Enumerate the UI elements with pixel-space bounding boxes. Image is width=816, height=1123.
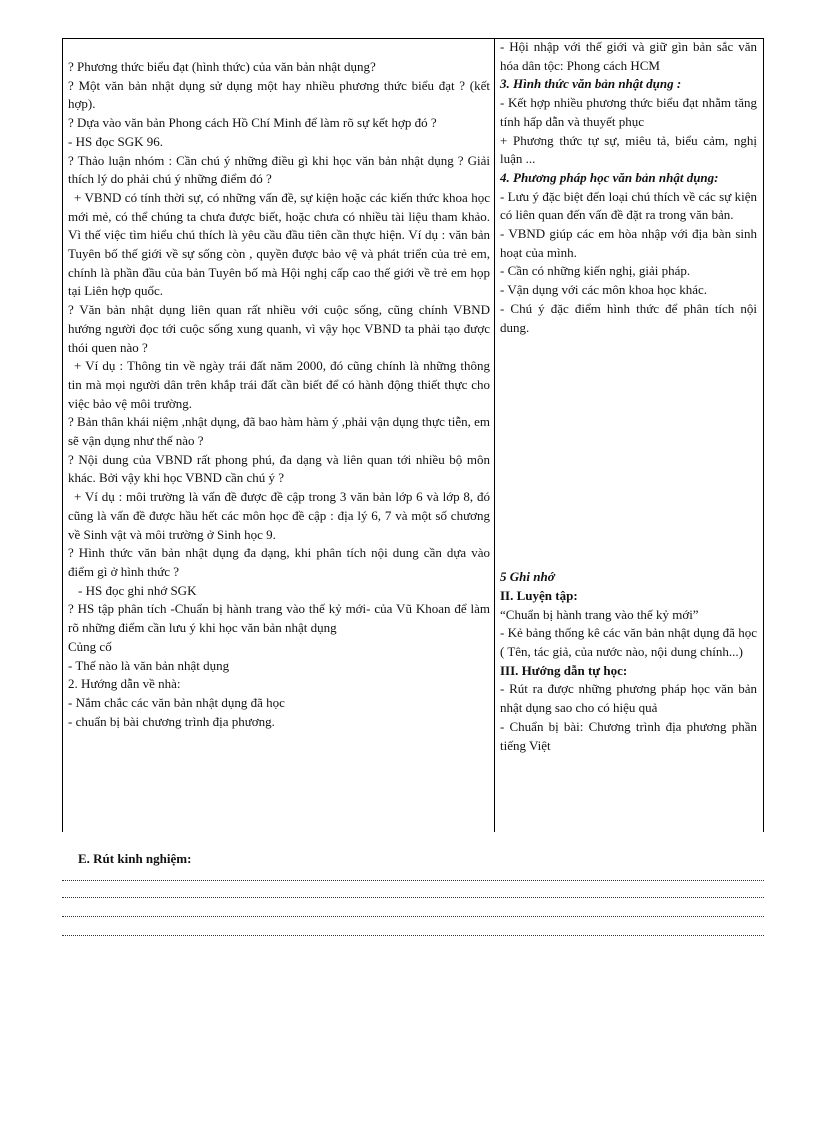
right-para: - Chú ý đặc điểm hình thức để phân tích nội dung. — [500, 300, 757, 335]
right-para: - Chuẩn bị bài: Chương trình địa phương phần tiếng Việt — [500, 718, 757, 753]
left-para: + VBND có tính thời sự, có những vấn đề, sự kiện hoặc các kiến thức khoa học mới mẻ, có thể chúng ta chưa được biết, hoặc chưa có nhiều tài liệu tham khảo. Vì thế việc tìm hiểu chú thích là yêu cầu đầu tiên cần thực hiện. Ví dụ : văn bản Tuyên bố thế giới về sự sống còn , quyền được bảo vệ và phát triển của trẻ em, chính là phần đầu của bản Tuyên bố mà Hội nghị cấp cao thế giới về trẻ em họp tại Liên hợp quốc. — [68, 189, 490, 299]
table-left-border — [62, 38, 63, 832]
dotted-line — [62, 916, 764, 917]
lesson-table — [62, 38, 764, 832]
left-para: + Ví dụ : môi trường là vấn đề được đề cập trong 3 văn bản lớp 6 và lớp 8, đó cũng là vấn đề được hầu hết các môn học đề cập : địa lý 6, 7 và một số chương về Sinh vật và môi trường ở Sinh học 9. — [68, 489, 490, 542]
table-right-border — [763, 38, 764, 832]
right-para: - Cần có những kiến nghị, giải pháp. — [500, 263, 691, 279]
dotted-line — [62, 897, 764, 898]
dotted-line — [62, 880, 764, 881]
right-para: - Kẻ bảng thống kê các văn bản nhật dụng đã học ( Tên, tác giả, của nước nào, nội dung chính...) — [500, 625, 757, 660]
right-para: - Lưu ý đặc biệt đến loại chú thích về các sự kiện có liên quan đến vấn đề đặt ra trong văn bản. — [500, 188, 757, 223]
left-para: ? Phương thức biểu đạt (hình thức) của văn bản nhật dụng? — [68, 59, 376, 74]
teacher-student-activities-column — [68, 38, 490, 731]
left-para: ? Bản thân khái niệm ,nhật dụng, đã bao hàm hàm ý ,phải vận dụng thực tiễn, em sẽ vận dụng như thế nào ? — [68, 414, 490, 449]
left-para: ? Văn bản nhật dụng liên quan rất nhiều với cuộc sống, cũng chính VBND hướng người đọc tới cuộc sống xung quanh, vì vậy học VBND ta phải tạo được thói quen nào ? — [68, 302, 490, 355]
table-divider — [494, 38, 495, 832]
right-para: - Kết hợp nhiều phương thức biểu đạt nhằm tăng tính hấp dẫn và thuyết phục — [500, 95, 757, 129]
right-para: - Vận dụng với các môn khoa học khác. — [500, 282, 707, 298]
section-heading: 5 Ghi nhớ — [500, 569, 555, 585]
section-heading: II. Luyện tập: — [500, 587, 578, 603]
right-para: + Phương thức tự sự, miêu tả, biểu cảm, nghị luận ... — [500, 132, 757, 167]
left-para: - Thế nào là văn bản nhật dụng — [68, 657, 230, 673]
left-para: 2. Hướng dẫn về nhà: — [68, 676, 181, 692]
section-heading: 3. Hình thức văn bản nhật dụng : — [500, 76, 682, 92]
right-para: “Chuẩn bị hành trang vào thế kỷ mới” — [500, 606, 699, 622]
left-para: ? Hình thức văn bản nhật dụng đa dạng, khi phân tích nội dung cần dựa vào điểm gì ở hình thức ? — [68, 545, 490, 579]
left-para: ? Nội dung của VBND rất phong phú, đa dạng và liên quan tới nhiều bộ môn khác. Bởi vậy khi học VBND cần chú ý ? — [68, 451, 490, 486]
left-para: - chuẩn bị bài chương trình địa phương. — [68, 713, 275, 729]
dotted-line — [62, 935, 764, 936]
left-para: ? HS tập phân tích -Chuẩn bị hành trang vào thế kỷ mới- của Vũ Khoan để làm rõ những điểm cần lưu ý khi học văn bản nhật dụng — [68, 601, 490, 636]
section-heading: III. Hướng dẫn tự học: — [500, 662, 628, 678]
left-para: ? Dựa vào văn bản Phong cách Hồ Chí Minh để làm rõ sự kết hợp đó ? — [68, 115, 437, 131]
right-para: - Hội nhập với thế giới và giữ gìn bản sắc văn hóa dân tộc: Phong cách HCM — [500, 39, 757, 73]
left-para: ? Thảo luận nhóm : Cần chú ý những điều gì khi học văn bản nhật dụng ? Giải thích lý do phải chú ý những điểm đó ? — [68, 152, 490, 187]
left-para: Củng cố — [68, 638, 112, 654]
left-para: - HS đọc SGK 96. — [68, 133, 163, 149]
lesson-content-column — [500, 38, 757, 755]
left-para: + Ví dụ : Thông tin về ngày trái đất năm 2000, đó cũng chính là những thông tin mà mọi người dân trên khắp trái đất cần biết để có hành động thiết thực cho việc bảo vệ môi trường. — [68, 358, 490, 411]
experience-heading: E. Rút kinh nghiệm: — [78, 851, 192, 866]
right-para: - VBND giúp các em hòa nhập với địa bàn sinh hoạt của mình. — [500, 226, 757, 260]
left-para: - Nắm chắc các văn bản nhật dụng đã học — [68, 694, 285, 710]
right-para: - Rút ra được những phương pháp học văn bản nhật dụng sao cho có hiệu quả — [500, 681, 757, 716]
section-heading: 4. Phương pháp học văn bản nhật dụng: — [500, 169, 719, 185]
left-para: - HS đọc ghi nhớ SGK — [78, 582, 197, 598]
left-para: ? Một văn bản nhật dụng sử dụng một hay nhiều phương thức biểu đạt ? (kết hợp). — [68, 77, 490, 112]
